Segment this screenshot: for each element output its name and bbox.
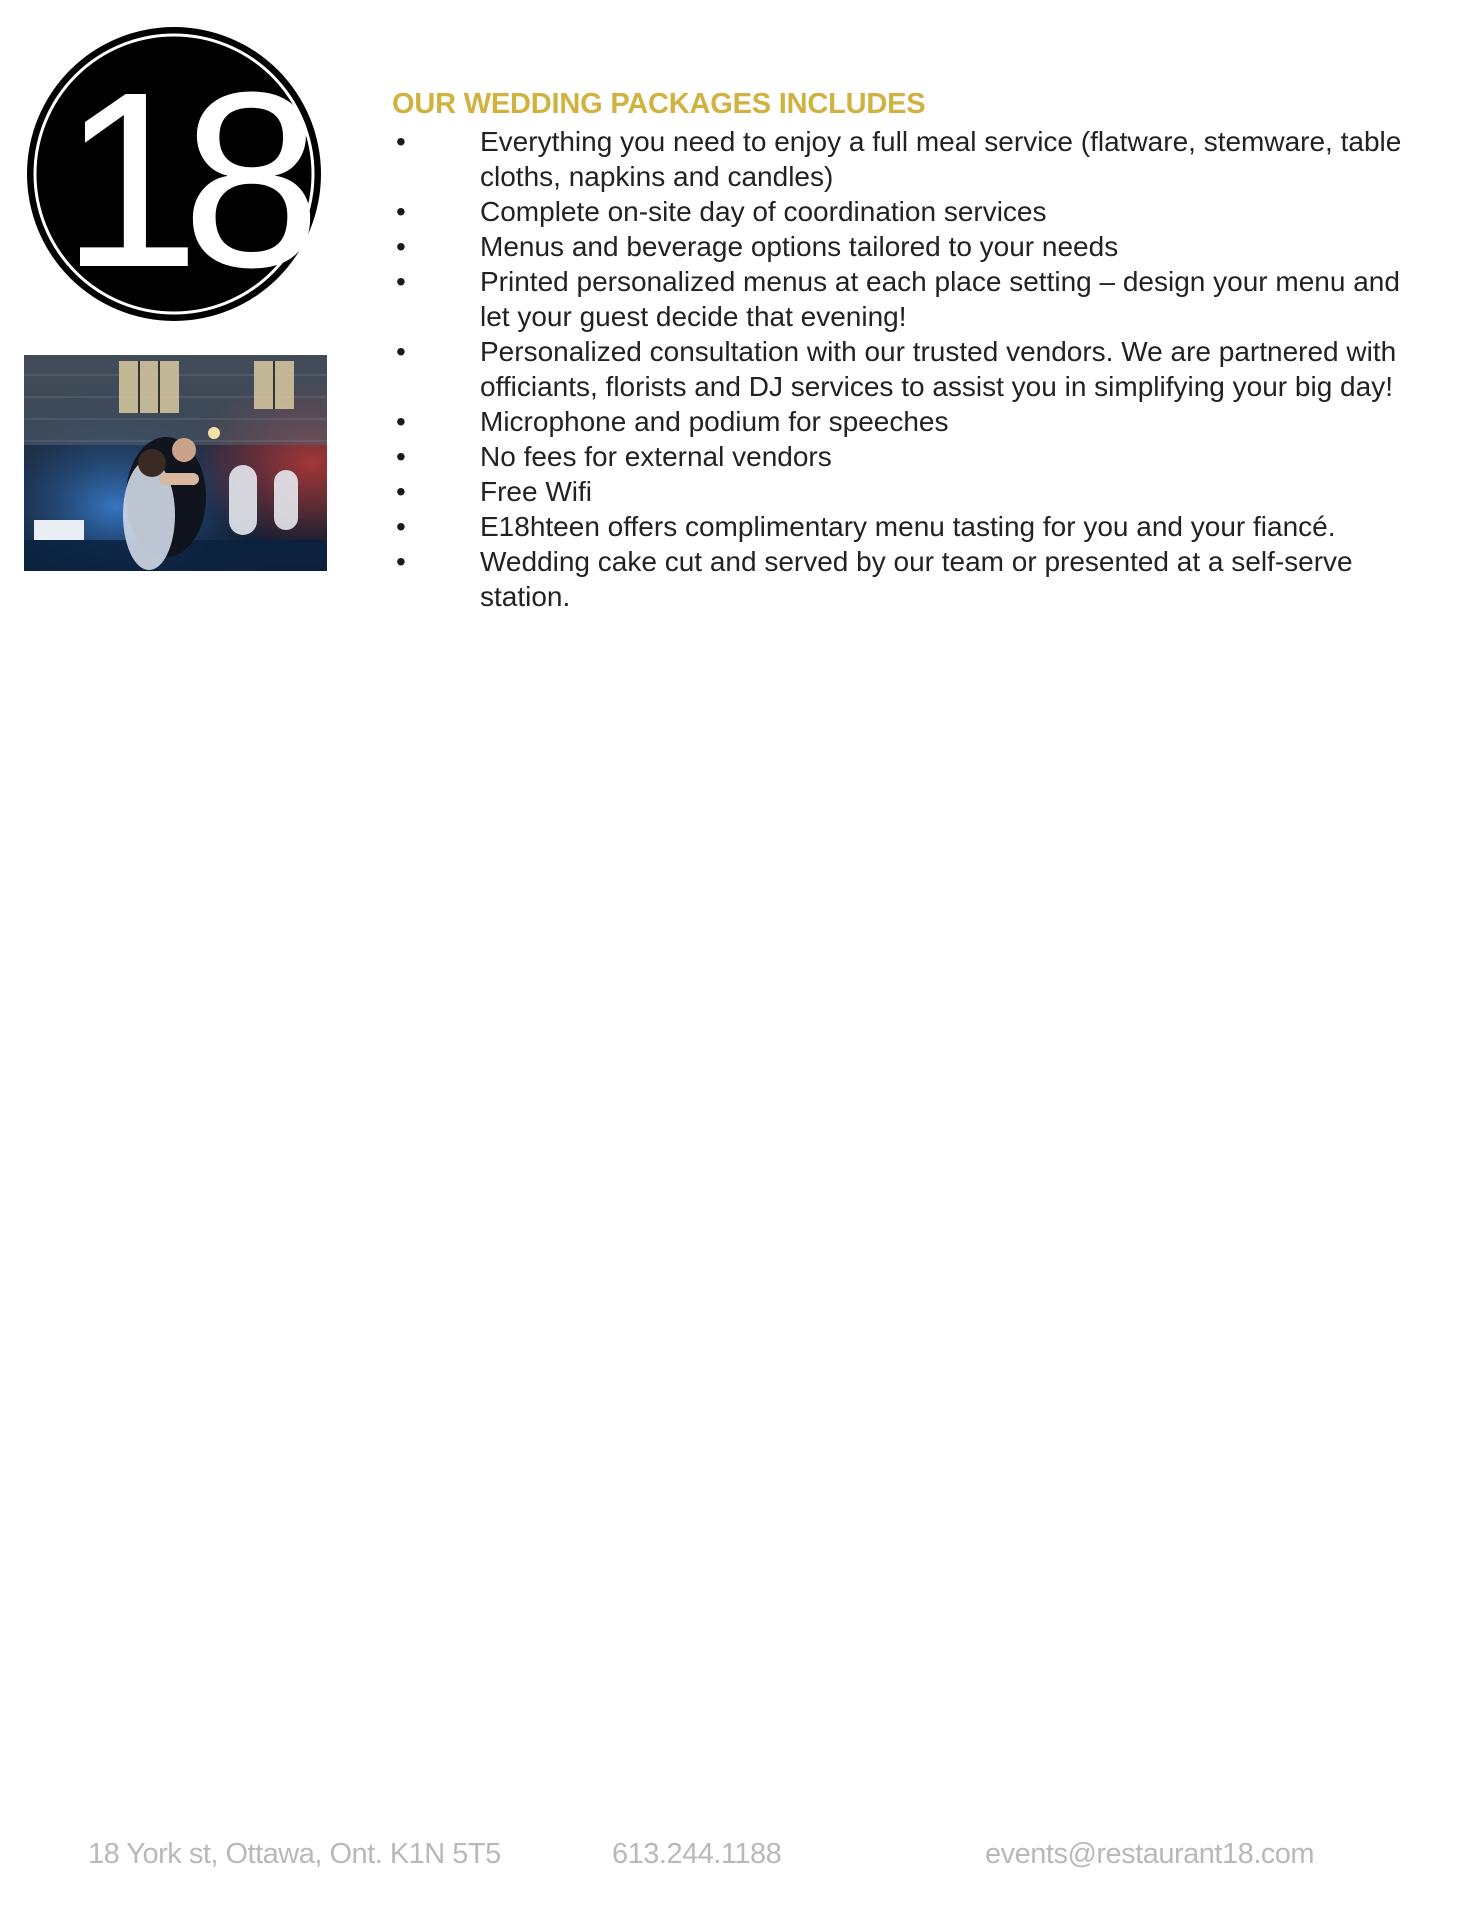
list-item-text: Printed personalized menus at each place setting – design your menu and let your guest decide that evening! bbox=[480, 266, 1400, 332]
list-item-text: Microphone and podium for speeches bbox=[480, 406, 949, 437]
list-item bbox=[392, 544, 1412, 614]
bullet-icon: • bbox=[396, 266, 406, 297]
list-item-text: Menus and beverage options tailored to your needs bbox=[480, 231, 1119, 262]
footer-phone: 613.244.1188 bbox=[612, 1838, 782, 1870]
wedding-packages-section bbox=[392, 86, 1412, 614]
list-item bbox=[392, 474, 1412, 509]
packages-list bbox=[392, 124, 1412, 614]
list-item bbox=[392, 404, 1412, 439]
restaurant-18-logo bbox=[26, 26, 322, 322]
packages-heading: OUR WEDDING PACKAGES INCLUDES bbox=[392, 88, 926, 120]
footer-contact bbox=[0, 1838, 1484, 1878]
list-item-text: Personalized consultation with our trusted vendors. We are partnered with officiants, florists and DJ services to assist you in simplifying your big day! bbox=[480, 336, 1397, 402]
list-item bbox=[392, 334, 1412, 404]
bullet-icon: • bbox=[396, 336, 406, 367]
bullet-icon: • bbox=[396, 406, 406, 437]
bullet-icon: • bbox=[396, 476, 406, 507]
bullet-icon: • bbox=[396, 231, 406, 262]
list-item-text: Everything you need to enjoy a full meal service (flatware, stemware, table cloths, napkins and candles) bbox=[480, 126, 1402, 192]
list-item-text: Free Wifi bbox=[480, 476, 592, 507]
logo-text: 18 bbox=[60, 40, 304, 319]
footer-address: 18 York st, Ottawa, Ont. K1N 5T5 bbox=[88, 1838, 501, 1870]
list-item-text: Wedding cake cut and served by our team or presented at a self-serve station. bbox=[480, 546, 1353, 612]
bullet-icon: • bbox=[396, 126, 406, 157]
list-item bbox=[392, 439, 1412, 474]
footer-email: events@restaurant18.com bbox=[985, 1838, 1315, 1870]
list-item bbox=[392, 509, 1412, 544]
bullet-icon: • bbox=[396, 441, 406, 472]
list-item bbox=[392, 229, 1412, 264]
bullet-icon: • bbox=[396, 546, 406, 577]
list-item-text: Complete on-site day of coordination services bbox=[480, 196, 1047, 227]
list-item-text: E18hteen offers complimentary menu tasting for you and your fiancé. bbox=[480, 511, 1336, 542]
list-item bbox=[392, 264, 1412, 334]
wedding-couple-photo bbox=[24, 355, 327, 571]
circle-18-logo-icon bbox=[26, 26, 322, 322]
bullet-icon: • bbox=[396, 196, 406, 227]
list-item bbox=[392, 194, 1412, 229]
list-item-text: No fees for external vendors bbox=[480, 441, 832, 472]
list-item bbox=[392, 124, 1412, 194]
wedding-photo-icon bbox=[24, 355, 327, 571]
bullet-icon: • bbox=[396, 511, 406, 542]
